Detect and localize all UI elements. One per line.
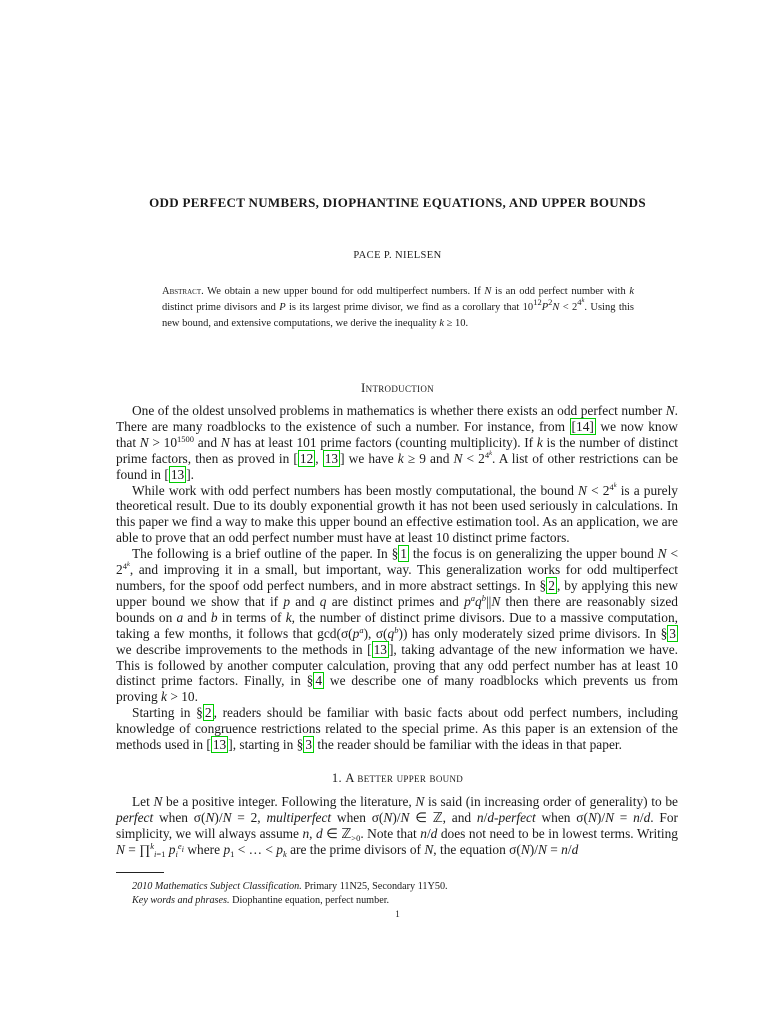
section-1-body [116, 794, 678, 858]
page-number: 1 [395, 909, 400, 919]
footnotes [132, 880, 678, 908]
paper-author: PACE P. NIELSEN [353, 250, 442, 261]
paper-title: ODD PERFECT NUMBERS, DIOPHANTINE EQUATIONS, AND UPPER BOUNDS [149, 195, 646, 210]
section-link[interactable]: 1 [400, 546, 407, 562]
intro-paragraph-2: While work with odd perfect numbers has been mostly computational, the bound $N < 2^{4^k}$ is a purely theoretical result. Due to its doubly exponential growth it has not been used seriously in calculations. In this paper we find a way to make this upper bound an effective estimation tool. As an application, we are able to prove that an odd perfect number must have at least 10 distinct prime factors. [116, 481, 678, 546]
footnote-keywords: Key words and phrases. Diophantine equation, perfect number. [132, 895, 390, 906]
citation-link[interactable]: 13 [324, 450, 339, 466]
intro-paragraph-1: One of the oldest unsolved problems in mathematics is whether there exists an odd perfect number N. There are many roadblocks to the existence of such a number. For instance, from [14] we now know that $N > 10^{1500}$ and N has at least 101 prime factors (counting multiplicity). If k is the number of distinct prime factors, then as proved in [ 12 , 13 ] we have k ≥ 9 and $N < 2^{4^k}$. A list of other restrictions can be found in [ 13 ]. [116, 403, 679, 482]
footnote-rule [116, 872, 164, 873]
section-link[interactable]: 4 [315, 673, 323, 689]
section-1-paragraph-1: Let N be a positive integer. Following the literature, N is said (in increasing order of generality) to be perfect when σ(N)/N = 2, multiperfect when σ(N)/N ∈ ℤ, and n/d-perfect when σ(N)/N = n/d. For simplicity, we will always assume n, d ∈ ℤ$_{>0}$. Note that n/d does not need to be in lowest terms. Writing N = ∏$^k_{i=1}$ $p_i^{e_i}$ where $p_1$ < … < $p_k$ are the prime divisors of N, the equation σ(N)/N = n/d [116, 794, 678, 859]
intro-paragraph-3: The following is a brief outline of the paper. In § 1 the focus is on generalizing the upper bound $N < 2^{4^k}$, and improving it in a small, but important, way. This generalization works for odd multiperfect numbers, for the spoof odd perfect numbers, and in more abstract settings. In § 2 , by applying this new upper bound we show that if p and q are distinct primes and $p^aq^b||N$ then there are reasonably sized bounds on a and b in terms of k, the number of distinct prime divisors. Due to a massive computation, taking a few months, it follows that $\gcd(\sigma(p^a)$, $\sigma(q^b)$) has only moderately sized prime divisors. In § 3 we describe improvements to the methods in [ 13 ], taking advantage of the new information we have. This is followed by another computer calculation, proving that any odd perfect number has at least 10 distinct prime factors. Finally, in § 4 we describe one of many roadblocks which prevents us from proving k > 10. [116, 546, 679, 705]
introduction-heading: Introduction [361, 380, 434, 395]
citation-link[interactable]: 13 [373, 641, 387, 657]
citation-link[interactable]: [14] [571, 418, 594, 434]
section-link[interactable]: 2 [548, 577, 555, 593]
citation-link[interactable]: 12 [299, 450, 314, 466]
footnote-msc: 2010 Mathematics Subject Classification. Primary 11N25, Secondary 11Y50. [132, 881, 448, 892]
abstract: Abstract. We obtain a new upper bound for odd multiperfect numbers. If N is an odd perfect number with k distinct prime divisors and P is its largest prime divisor, we find as a corollary that $10^{12}P^2N < 2^{4^k}$. Using this new bound, and extensive computations, we derive the inequality k ≥ 10. [162, 286, 634, 329]
intro-paragraph-4: Starting in § 2 , readers should be familiar with basic facts about odd perfect numbers, including knowledge of congruence restrictions related to the special prime. As this paper is an extension of the methods used in [ 13 ], starting in § 3 the reader should be familiar with the ideas in that paper. [116, 705, 678, 753]
citation-link[interactable]: 13 [212, 737, 227, 753]
section-link[interactable]: 3 [305, 737, 313, 753]
introduction-body [116, 403, 678, 753]
section-link[interactable]: 3 [669, 625, 676, 641]
section-1-heading: 1. A better upper bound [331, 771, 464, 785]
abstract-label: Abstract. [162, 286, 204, 297]
citation-link[interactable]: 13 [170, 466, 185, 482]
section-link[interactable]: 2 [204, 705, 212, 721]
